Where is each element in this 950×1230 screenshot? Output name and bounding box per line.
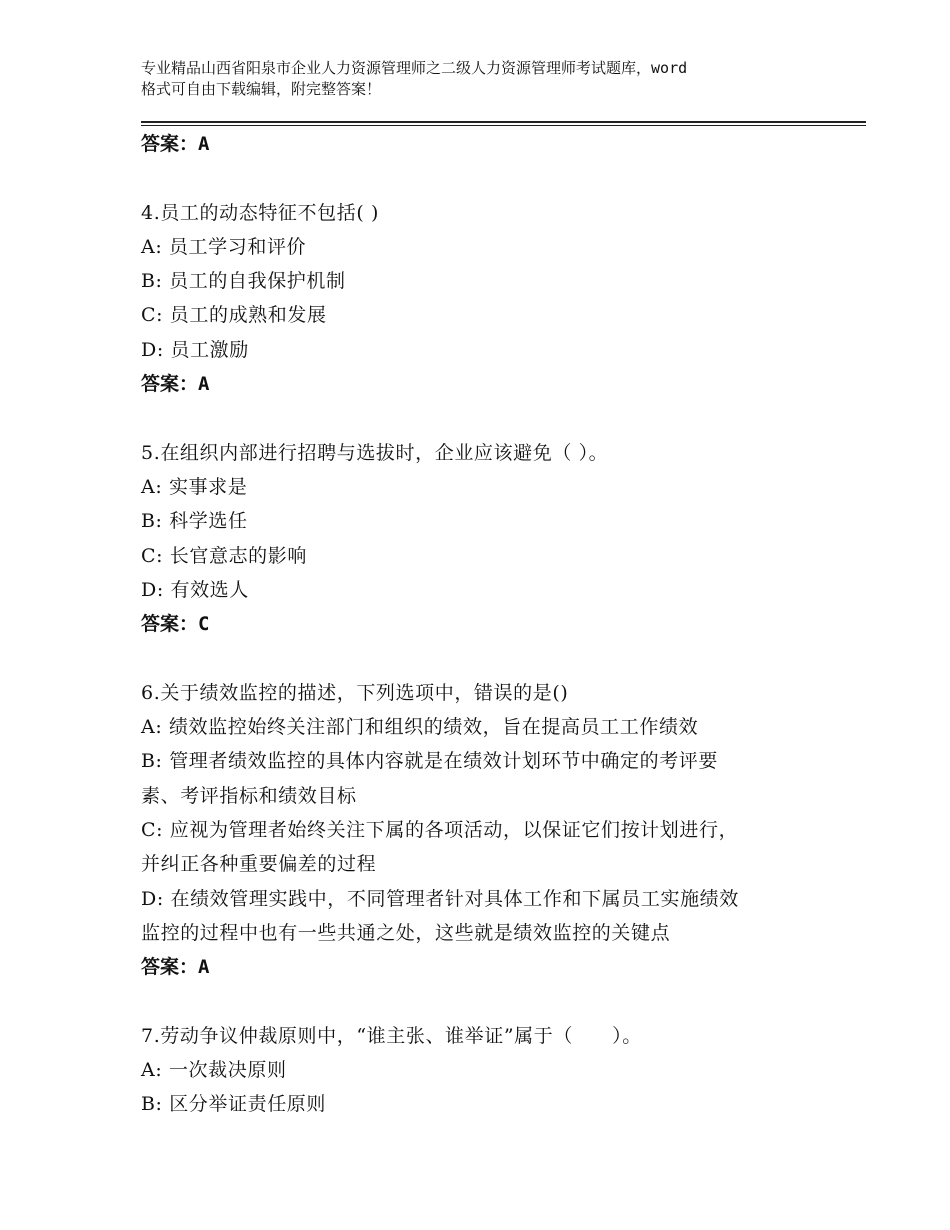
header-line-2: 格式可自由下载编辑，附完整答案！: [141, 80, 382, 98]
option-d: D: 员工激励: [141, 338, 249, 361]
header-divider-thin: [141, 125, 866, 126]
question-stem: 6.关于绩效监控的描述，下列选项中，错误的是(): [141, 681, 569, 704]
option-c-line-2: 并纠正各种重要偏差的过程: [141, 853, 377, 876]
question-4: [141, 196, 821, 402]
option-b-line-2: 素、考评指标和绩效目标: [141, 784, 357, 807]
option-c: C: 长官意志的影响: [141, 544, 307, 567]
option-a: A: 员工学习和评价: [141, 235, 307, 258]
header-divider: [141, 121, 866, 123]
option-a: A: 绩效监控始终关注部门和组织的绩效，旨在提高员工工作绩效: [141, 716, 699, 739]
answer-line: 答案：A: [141, 133, 210, 155]
option-d: D: 有效选人: [141, 578, 249, 601]
option-b: B: 科学选任: [141, 510, 248, 533]
question-7: [141, 1019, 821, 1122]
option-a: A: 一次裁决原则: [141, 1059, 287, 1082]
option-b: B: 区分举证责任原则: [141, 1093, 327, 1116]
option-d-line-1: D: 在绩效管理实践中，不同管理者针对具体工作和下属员工实施绩效: [141, 887, 739, 910]
question-stem: 4.员工的动态特征不包括( ): [141, 201, 379, 224]
option-b: B: 员工的自我保护机制: [141, 270, 346, 293]
answer-line: 答案：A: [141, 956, 210, 979]
answer-line: 答案：A: [141, 373, 210, 396]
option-d-line-2: 监控的过程中也有一些共通之处，这些就是绩效监控的关键点: [141, 921, 671, 944]
option-c-line-1: C: 应视为管理者始终关注下属的各项活动，以保证它们按计划进行，: [141, 818, 739, 841]
header-line-1: 专业精品山西省阳泉市企业人力资源管理师之二级人力资源管理师考试题库，word: [141, 59, 688, 77]
question-5: [141, 436, 821, 642]
answer-line: 答案：C: [141, 613, 210, 636]
option-c: C: 员工的成熟和发展: [141, 304, 327, 327]
option-b-line-1: B: 管理者绩效监控的具体内容就是在绩效计划环节中确定的考评要: [141, 750, 719, 773]
question-list: [141, 127, 821, 1122]
question-stem: 7.劳动争议仲裁原则中，“谁主张、谁举证”属于（ ）。: [141, 1024, 642, 1047]
document-header: [141, 58, 831, 100]
option-a: A: 实事求是: [141, 475, 248, 498]
question-6: [141, 676, 821, 985]
question-stem: 5.在组织内部进行招聘与选拔时，企业应该避免（ ）。: [141, 441, 609, 464]
